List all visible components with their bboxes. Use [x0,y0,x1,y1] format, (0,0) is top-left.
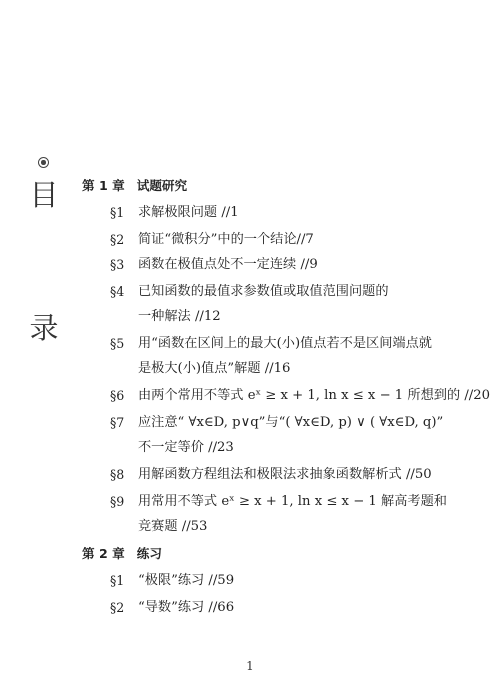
section-title: 已知函数的最值求参数值或取值范围问题的 [138,284,389,299]
section-title: 用常用不等式 eˣ ≥ x + 1, ln x ≤ x − 1 解高考题和 [138,494,447,509]
section-title-continued: 一种解法 //12 [138,309,221,324]
toc-title-char: 目 [29,178,59,212]
toc-title-char: 录 [29,311,59,345]
chapter-heading [82,178,187,194]
section-number: §7 [110,415,125,430]
section-number: §5 [110,336,125,351]
circle-dot-icon [38,157,49,168]
section-number: §8 [110,467,125,482]
section-title-continued: 竞赛题 //53 [138,519,208,534]
chapter-label: 第 1 章 [82,178,125,193]
section-title-continued: 不一定等价 //23 [138,440,234,455]
section-title: 简证“微积分”中的一个结论//7 [138,232,314,247]
section-title: 用“函数在区间上的最大(小)值点若不是区间端点就 [138,336,432,351]
section-number: §2 [110,600,125,615]
section-number: §1 [110,573,125,588]
chapter-title: 试题研究 [136,178,188,193]
section-number: §6 [110,388,125,403]
section-title: 用解函数方程组法和极限法求抽象函数解析式 //50 [138,467,432,482]
section-title: “导数”练习 //66 [138,600,235,615]
section-number: §4 [110,284,125,299]
section-title: 应注意“ ∀x∈D, p∨q”与“( ∀x∈D, p) ∨ ( ∀x∈D, q)” [138,415,444,430]
section-number: §3 [110,257,125,272]
section-title: 函数在极值点处不一定连续 //9 [138,257,318,272]
section-title: 求解极限问题 //1 [138,205,239,220]
section-number: §9 [110,494,125,509]
chapter-title: 练习 [136,546,162,561]
chapter-label: 第 2 章 [82,546,125,561]
section-title: “极限”练习 //59 [138,573,235,588]
section-title: 由两个常用不等式 eˣ ≥ x + 1, ln x ≤ x − 1 所想到的 //20 [138,388,490,403]
chapter-heading [82,546,162,562]
section-number: §1 [110,205,125,220]
section-title-continued: 是极大(小)值点”解题 //16 [138,361,291,376]
section-number: §2 [110,232,125,247]
page-number: 1 [246,659,254,673]
